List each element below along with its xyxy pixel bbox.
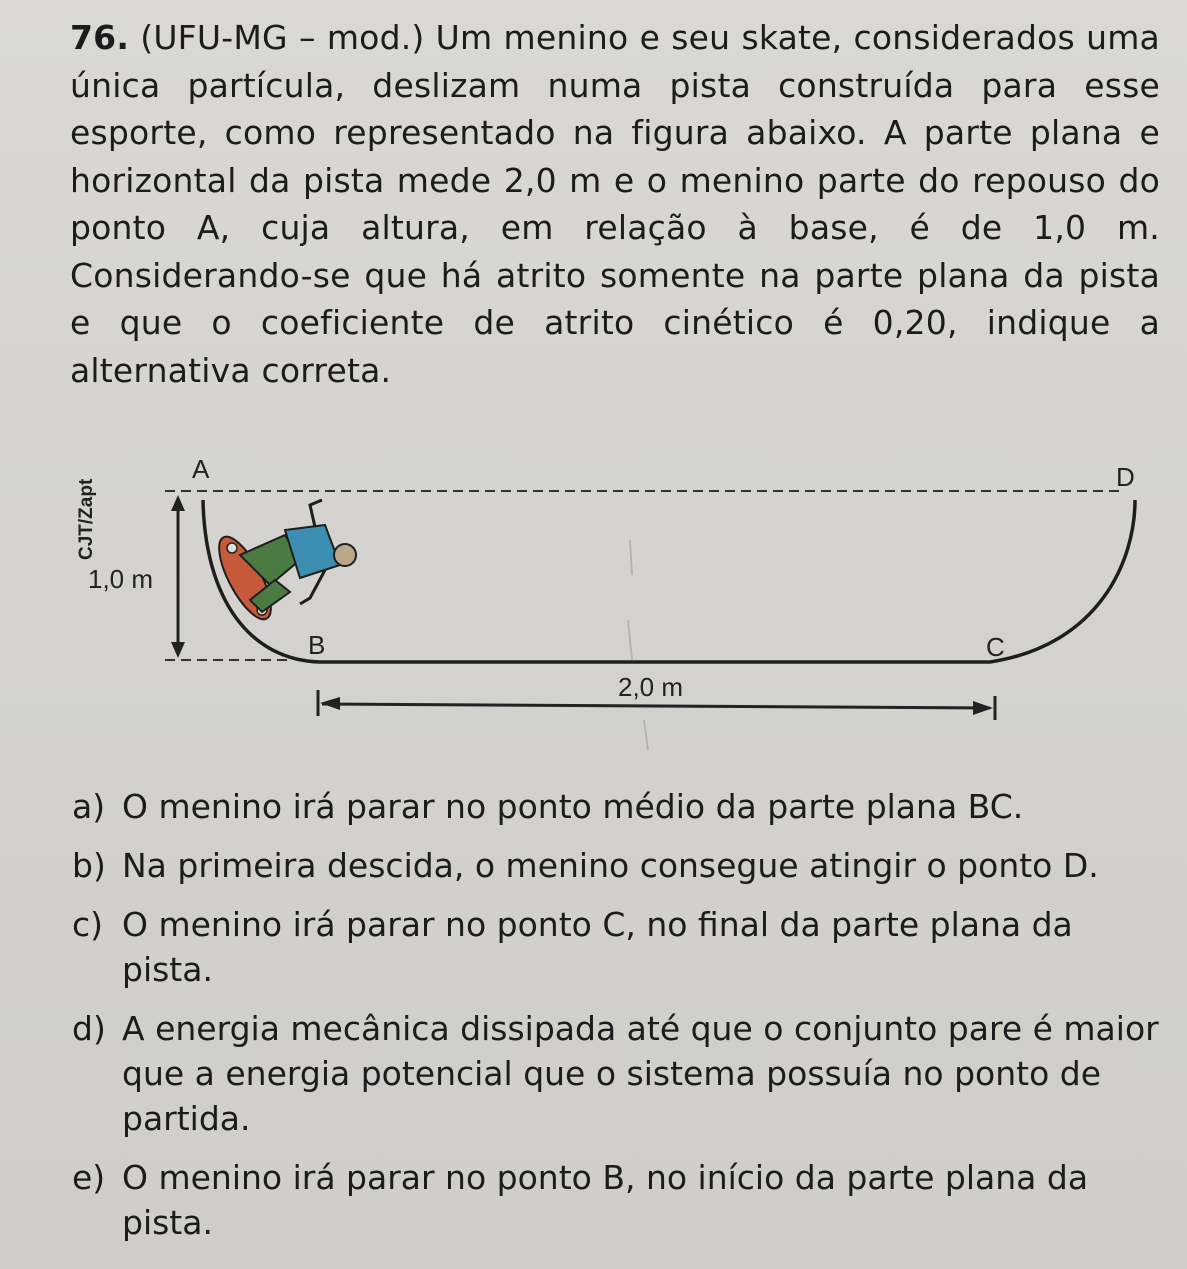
question-source: (UFU-MG – mod.) xyxy=(140,18,425,57)
option-text: O menino irá parar no ponto médio da parte plana BC. xyxy=(122,787,1024,826)
point-b-label: B xyxy=(308,630,326,660)
option-letter: c) xyxy=(72,905,104,944)
length-label: 2,0 m xyxy=(618,672,684,702)
option-letter: d) xyxy=(72,1009,106,1048)
height-arrow-head-up xyxy=(171,495,185,511)
option-b[interactable] xyxy=(72,843,1162,888)
option-letter: e) xyxy=(72,1158,106,1197)
skate-ramp-figure xyxy=(0,440,1187,770)
option-letter: a) xyxy=(72,787,106,826)
option-letter: b) xyxy=(72,846,106,885)
question-number: 76. xyxy=(70,18,130,57)
figure-credit: CJT/Zapt xyxy=(76,478,97,560)
height-arrow-head-down xyxy=(171,642,185,658)
option-c[interactable] xyxy=(72,902,1162,992)
point-a-label: A xyxy=(192,454,210,484)
question-text: Um menino e seu skate, considerados uma única partícula, deslizam numa pista construída para esse esporte, como representado na figura abaixo. A parte plana e horizontal da pista mede 2,0 m e o menino parte do repouso do ponto A, cuja altura, em relação à base, é de 1,0 m. Considerando-se que há atrito somente na parte plana da pista e que o coeficiente de atrito cinético é 0,20, indique a alternativa correta. xyxy=(70,18,1160,390)
length-arrow-head-right xyxy=(973,701,993,715)
point-d-label: D xyxy=(1116,462,1135,492)
option-text: A energia mecânica dissipada até que o conjunto pare é maior que a energia potencial que o sistema possuía no ponto de partida. xyxy=(122,1009,1159,1138)
option-text: Na primeira descida, o menino consegue atingir o ponto D. xyxy=(122,846,1099,885)
length-arrow-head-left xyxy=(320,697,340,710)
answer-options xyxy=(72,784,1162,1259)
option-text: O menino irá parar no ponto B, no início da parte plana da pista. xyxy=(122,1158,1089,1242)
question-statement xyxy=(70,14,1160,394)
length-arrow-line xyxy=(322,704,990,708)
height-label: 1,0 m xyxy=(88,564,154,594)
option-text: O menino irá parar no ponto C, no final da parte plana da pista. xyxy=(122,905,1073,989)
skater-illustration xyxy=(209,500,356,626)
option-d[interactable] xyxy=(72,1006,1162,1141)
skater-head xyxy=(334,544,356,566)
option-a[interactable] xyxy=(72,784,1162,829)
point-c-label: C xyxy=(986,632,1005,662)
skater-shirt xyxy=(285,525,340,578)
option-e[interactable] xyxy=(72,1155,1162,1245)
